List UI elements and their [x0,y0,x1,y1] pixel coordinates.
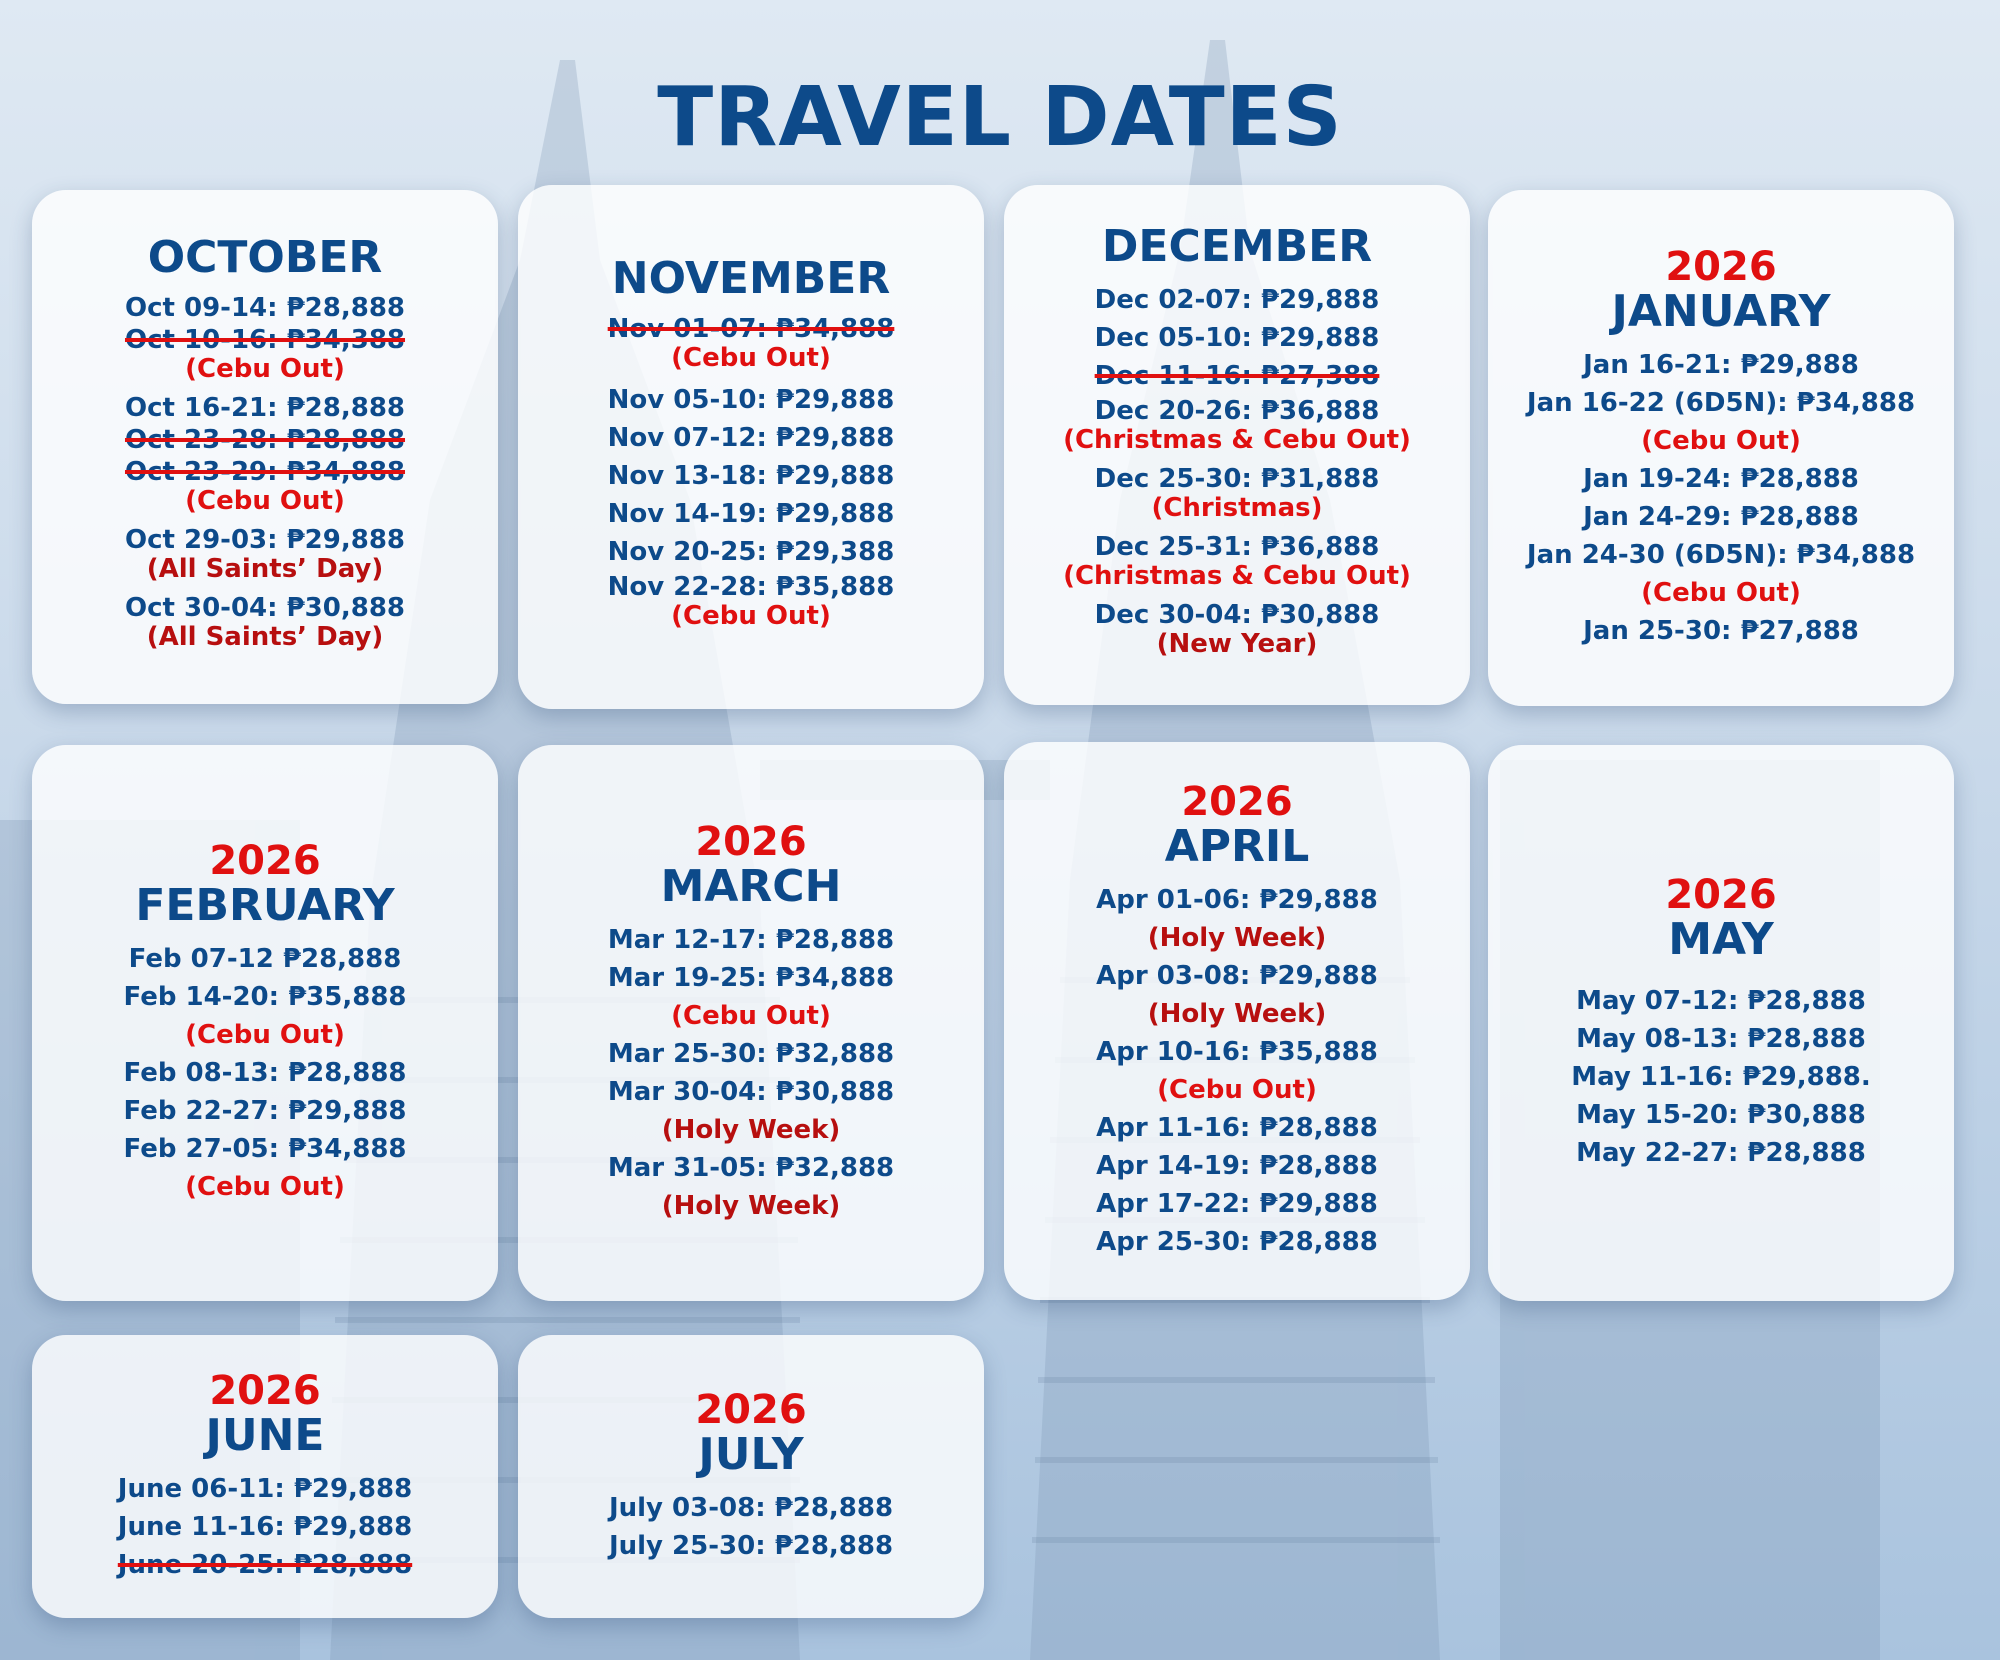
month-card-february [32,745,498,1301]
date-line: Nov 22-28: ₱35,888 [607,572,895,602]
date-line: Feb 08-13: ₱28,888 [123,1058,407,1088]
date-note: (Cebu Out) [671,601,831,631]
month-heading: DECEMBER [1101,221,1373,272]
date-line-cancelled: Oct 23-28: ₱28,888 [124,425,406,455]
date-line-cancelled: Oct 10-16: ₱34,388 [124,325,406,355]
date-line-cancelled: Oct 23-29: ₱34,888 [124,457,406,487]
date-line: June 06-11: ₱29,888 [117,1473,413,1504]
date-line: Jan 19-24: ₱28,888 [1583,464,1859,494]
date-line: Feb 27-05: ₱34,888 [123,1134,407,1164]
date-line: Mar 30-04: ₱30,888 [607,1077,895,1107]
date-note: (Cebu Out) [185,1172,345,1202]
month-card-june [32,1335,498,1618]
date-note: (Cebu Out) [671,1001,831,1031]
month-heading: JANUARY [1611,286,1831,337]
month-heading: OCTOBER [147,232,383,283]
date-line: Mar 25-30: ₱32,888 [607,1039,895,1069]
date-note: (Cebu Out) [1157,1075,1317,1105]
date-note: (Christmas & Cebu Out) [1063,425,1411,455]
date-line: July 03-08: ₱28,888 [608,1492,894,1523]
date-line: May 22-27: ₱28,888 [1576,1138,1866,1168]
year-label: 2026 [209,1367,321,1414]
date-line: Oct 16-21: ₱28,888 [124,393,406,423]
date-note: (Christmas) [1151,493,1323,523]
date-line: Dec 25-30: ₱31,888 [1094,464,1380,494]
year-label: 2026 [695,1386,807,1433]
date-line: Dec 25-31: ₱36,888 [1094,532,1380,562]
date-note: (Cebu Out) [1641,426,1801,456]
date-line: Jan 16-21: ₱29,888 [1583,350,1859,380]
date-note: (Christmas & Cebu Out) [1063,561,1411,591]
month-card-july [518,1335,984,1618]
date-line: Apr 01-06: ₱29,888 [1096,885,1378,915]
year-label: 2026 [1665,872,1777,918]
date-line: Feb 07-12 ₱28,888 [128,944,402,974]
month-heading: FEBRUARY [135,880,395,931]
date-note: (Cebu Out) [671,343,831,373]
date-line: May 11-16: ₱29,888. [1571,1062,1871,1092]
date-line: Feb 14-20: ₱35,888 [123,982,407,1012]
month-heading: JULY [698,1428,804,1480]
month-card-may [1488,745,1954,1301]
date-line: Apr 25-30: ₱28,888 [1096,1227,1378,1257]
date-note: (Holy Week) [1147,999,1327,1029]
date-line: Mar 19-25: ₱34,888 [607,963,895,993]
date-note: (New Year) [1156,629,1318,659]
month-heading: MARCH [660,861,842,912]
date-note: (Cebu Out) [185,1020,345,1050]
month-heading: JUNE [205,1409,325,1461]
date-note: (Cebu Out) [185,486,345,516]
month-card-november [518,185,984,709]
month-heading: APRIL [1164,821,1310,872]
date-line: Dec 05-10: ₱29,888 [1094,323,1380,353]
date-note: (Cebu Out) [185,354,345,384]
date-note: (Holy Week) [661,1191,841,1221]
date-line: Apr 03-08: ₱29,888 [1096,961,1378,991]
date-line: June 11-16: ₱29,888 [117,1511,413,1542]
date-line: Oct 09-14: ₱28,888 [124,293,406,323]
date-line: Oct 30-04: ₱30,888 [124,593,406,623]
date-line: Nov 07-12: ₱29,888 [607,423,895,453]
date-note: (Holy Week) [661,1115,841,1145]
date-line: Mar 31-05: ₱32,888 [607,1153,895,1183]
date-line: Nov 20-25: ₱29,388 [607,537,895,567]
date-note: (Holy Week) [1147,923,1327,953]
year-label: 2026 [1181,779,1293,825]
date-line: May 15-20: ₱30,888 [1576,1100,1866,1130]
month-card-october [32,190,498,704]
month-heading: NOVEMBER [611,253,891,304]
page-title: TRAVEL DATES [657,70,1343,165]
date-line: Nov 14-19: ₱29,888 [607,499,895,529]
date-line: July 25-30: ₱28,888 [608,1530,894,1561]
date-note: (All Saints’ Day) [146,554,384,584]
month-card-march [518,745,984,1301]
date-line: Mar 12-17: ₱28,888 [607,925,895,955]
date-line: Jan 24-29: ₱28,888 [1583,502,1859,532]
date-line: Dec 30-04: ₱30,888 [1094,600,1380,630]
date-line: Nov 13-18: ₱29,888 [607,461,895,491]
date-line: Dec 02-07: ₱29,888 [1094,285,1380,315]
date-line: May 07-12: ₱28,888 [1576,986,1866,1016]
date-line: Apr 17-22: ₱29,888 [1096,1189,1378,1219]
date-line: Jan 16-22 (6D5N): ₱34,888 [1526,388,1916,418]
date-line-cancelled: June 20-25: ₱28,888 [117,1549,413,1580]
date-note: (All Saints’ Day) [146,622,384,652]
year-label: 2026 [209,838,321,884]
date-line: Dec 20-26: ₱36,888 [1094,396,1380,426]
month-card-december [1004,185,1470,705]
date-line: Feb 22-27: ₱29,888 [123,1096,407,1126]
date-line: Apr 10-16: ₱35,888 [1096,1037,1378,1067]
date-line: Nov 05-10: ₱29,888 [607,385,895,415]
date-note: (Cebu Out) [1641,578,1801,608]
year-label: 2026 [1665,244,1777,290]
date-line: Apr 14-19: ₱28,888 [1096,1151,1378,1181]
month-card-january [1488,190,1954,706]
date-line: May 08-13: ₱28,888 [1576,1024,1866,1054]
date-line: Jan 24-30 (6D5N): ₱34,888 [1526,540,1916,570]
date-line: Oct 29-03: ₱29,888 [124,525,406,555]
date-line-cancelled: Nov 01-07: ₱34,888 [607,314,895,344]
date-line: Jan 25-30: ₱27,888 [1583,616,1859,646]
year-label: 2026 [695,819,807,865]
month-heading: MAY [1668,914,1774,965]
date-line: Apr 11-16: ₱28,888 [1096,1113,1378,1143]
date-line-cancelled: Dec 11-16: ₱27,388 [1094,361,1380,391]
month-card-april [1004,742,1470,1300]
